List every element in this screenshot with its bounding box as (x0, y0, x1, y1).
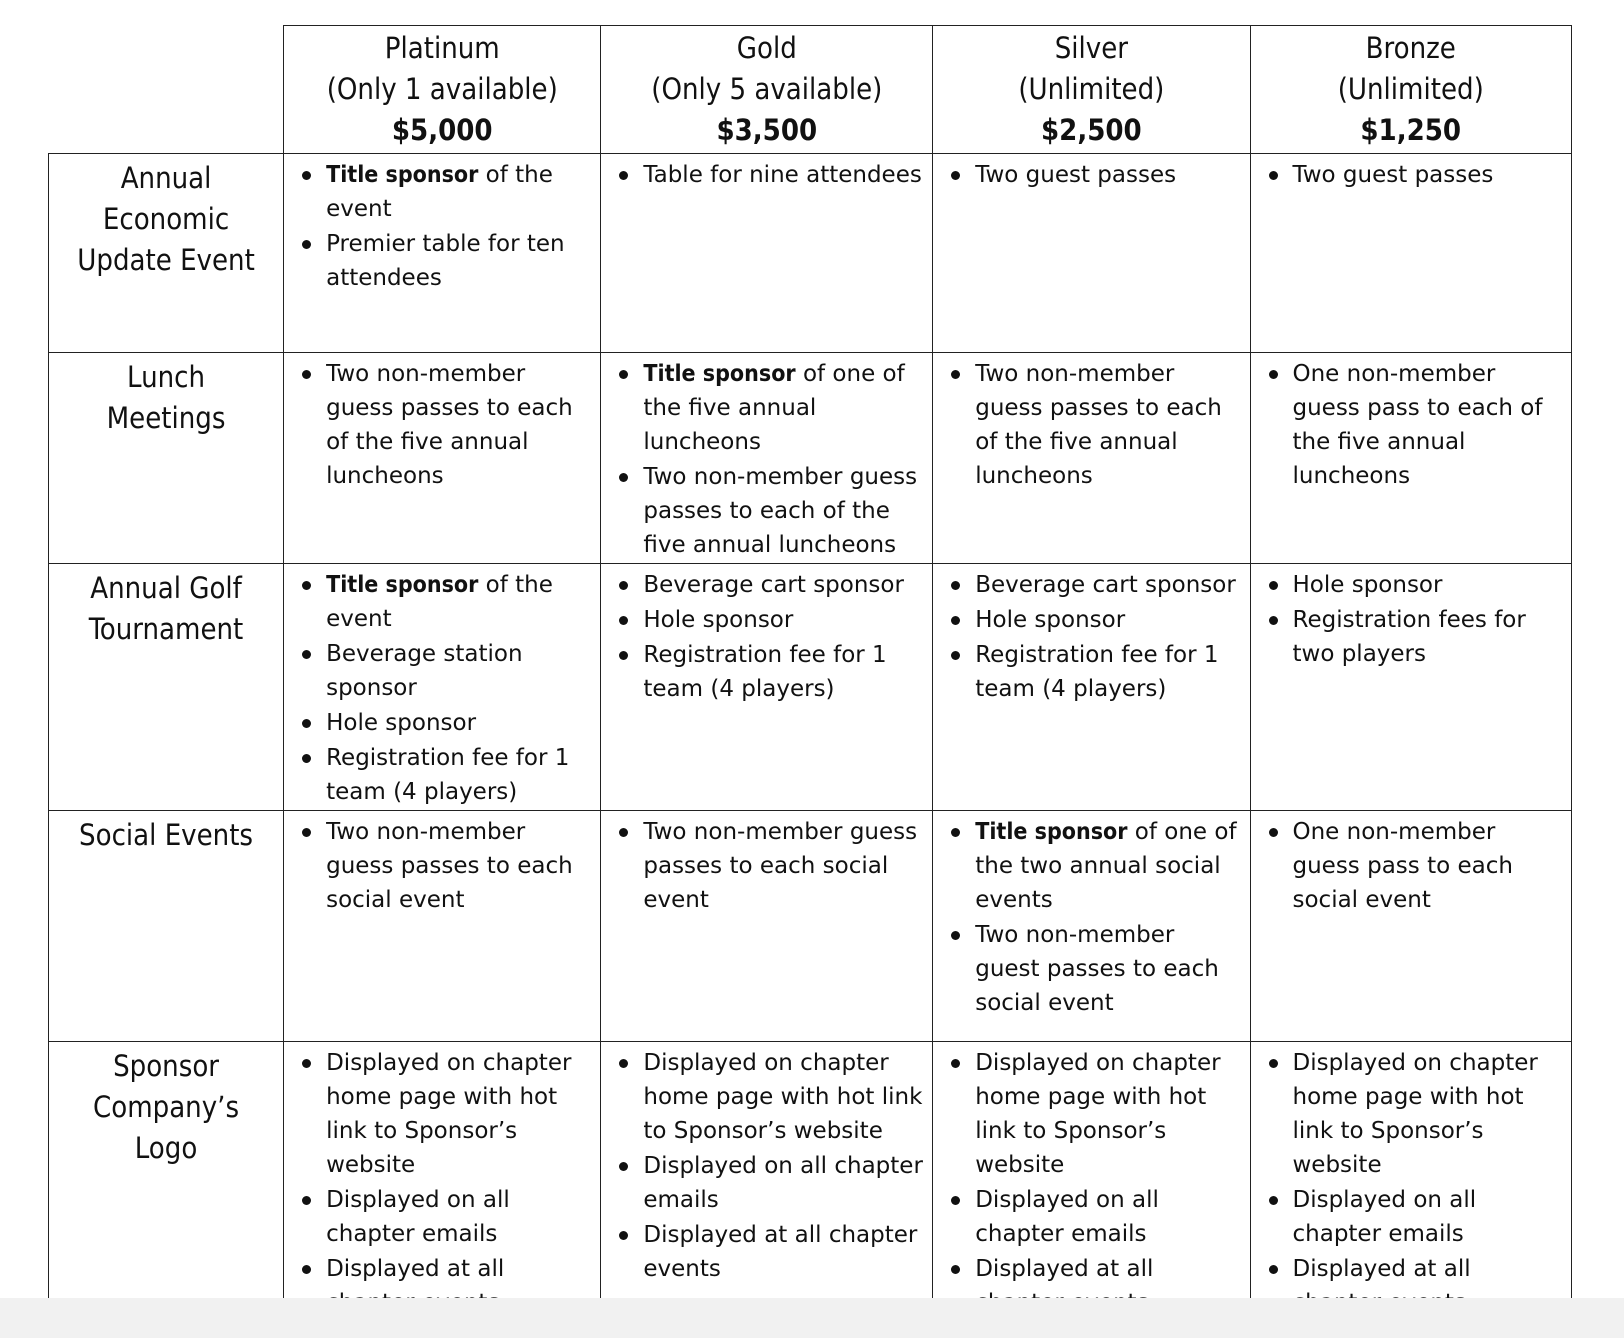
benefit-item-text: Displayed at all chapter events (643, 1222, 918, 1282)
benefit-cell-platinum (284, 353, 601, 564)
benefit-item-text: Displayed at all (1292, 1256, 1471, 1282)
benefit-row (49, 353, 1572, 564)
benefit-item (1265, 1046, 1566, 1182)
corner-cell (49, 26, 284, 154)
row-label-line: Lunch (127, 360, 206, 394)
benefit-item (1265, 1183, 1566, 1251)
benefit-cell-gold (601, 154, 933, 353)
row-label (49, 1042, 284, 1322)
benefit-cell-gold (601, 353, 933, 564)
row-label-line: Company’s (93, 1090, 240, 1124)
benefit-item (947, 568, 1243, 602)
benefit-item (615, 1149, 926, 1217)
benefit-list (615, 568, 926, 706)
benefit-list (615, 357, 926, 562)
benefit-item-text: Registration fee for 1 team (4 players) (975, 642, 1219, 702)
benefit-item-text: Two non-member guess passes to each of the five annual luncheons (326, 361, 573, 489)
benefit-item (298, 227, 594, 295)
benefit-cell-gold (601, 1042, 933, 1322)
tier-price: $5,000 (391, 113, 493, 147)
benefit-item (298, 741, 594, 809)
benefit-list (1265, 1046, 1566, 1320)
benefit-item (298, 637, 594, 705)
tier-price: $1,250 (1360, 113, 1462, 147)
benefit-item-text: Hole sponsor (1292, 572, 1443, 598)
tier-name: Platinum (384, 31, 500, 65)
benefit-list (947, 815, 1243, 1020)
benefit-list (615, 815, 926, 917)
row-label-line: Update Event (77, 243, 255, 277)
benefit-item (1265, 158, 1566, 192)
benefit-item-text: Registration fee for 1 team (4 players) (643, 642, 887, 702)
benefit-item (947, 158, 1243, 192)
benefit-item-text: Registration fee for 1 team (4 players) (326, 745, 570, 805)
benefit-item-text: Beverage cart sponsor (975, 572, 1236, 598)
benefit-item-text: Beverage cart sponsor (643, 572, 904, 598)
benefit-item (298, 1046, 594, 1182)
benefit-cell-gold (601, 811, 933, 1042)
tier-header-platinum (284, 26, 601, 154)
tier-price: $3,500 (716, 113, 818, 147)
benefit-item (947, 603, 1243, 637)
benefit-item (947, 1183, 1243, 1251)
benefit-row (49, 564, 1572, 811)
row-label-line: Economic (102, 202, 230, 236)
benefit-item-text: Two guest passes (975, 162, 1177, 188)
benefit-cell-silver (933, 1042, 1250, 1322)
benefit-item-text: Displayed on all chapter emails (326, 1187, 510, 1247)
benefit-item (615, 158, 926, 192)
benefit-list (1265, 815, 1566, 917)
benefit-item-highlight: Title sponsor (326, 572, 479, 598)
benefit-item-text: Two non-member guess passes to each of the five annual luncheons (643, 464, 918, 558)
benefit-item (1265, 603, 1566, 671)
tier-availability: (Unlimited) (1337, 72, 1484, 106)
benefit-item-text: Displayed on chapter home page with hot link to Sponsor’s website (643, 1050, 923, 1144)
benefit-item-text: Hole sponsor (326, 710, 477, 736)
benefit-list (947, 357, 1243, 493)
tier-name: Bronze (1365, 31, 1456, 65)
benefit-item (1265, 815, 1566, 917)
benefit-cell-silver (933, 811, 1250, 1042)
row-label (49, 564, 284, 811)
row-label-line: Meetings (106, 401, 226, 435)
tier-availability: (Only 5 available) (651, 72, 883, 106)
benefit-cell-gold (601, 564, 933, 811)
benefit-list (615, 158, 926, 192)
row-label-line: Tournament (88, 612, 244, 646)
tier-header-bronze (1250, 26, 1572, 154)
benefit-item (615, 357, 926, 459)
benefit-item-text: of the event (326, 162, 553, 222)
benefit-item (615, 460, 926, 562)
benefit-item (947, 638, 1243, 706)
row-label (49, 154, 284, 353)
benefit-cell-silver (933, 353, 1250, 564)
benefit-item (947, 918, 1243, 1020)
benefit-item-text: Displayed on all chapter emails (1292, 1187, 1477, 1247)
benefit-item-highlight: Title sponsor (975, 819, 1128, 845)
benefit-item (298, 568, 594, 636)
tier-header-gold (601, 26, 933, 154)
benefit-item (1265, 568, 1566, 602)
row-label-line: Sponsor (113, 1049, 219, 1083)
tier-price: $2,500 (1041, 113, 1142, 147)
row-label-line: Social Events (79, 818, 254, 852)
benefit-cell-silver (933, 154, 1250, 353)
benefit-item-text: One non-member guess pass to each social event (1292, 819, 1513, 913)
benefit-item-text: Displayed on chapter home page with hot link to Sponsor’s website (1292, 1050, 1538, 1178)
tier-name: Silver (1054, 31, 1128, 65)
benefit-item-text: Two non-member guess passes to each social event (326, 819, 573, 913)
benefit-item (615, 815, 926, 917)
row-label (49, 353, 284, 564)
benefit-cell-bronze (1250, 1042, 1572, 1322)
benefit-list (1265, 158, 1566, 192)
benefit-item (615, 1046, 926, 1148)
benefit-item-text: Hole sponsor (975, 607, 1126, 633)
benefit-cell-bronze (1250, 564, 1572, 811)
benefit-cell-platinum (284, 811, 601, 1042)
benefit-item (615, 1218, 926, 1286)
benefit-item-text: Registration fees for two players (1292, 607, 1526, 667)
benefit-list (947, 1046, 1243, 1320)
tier-name: Gold (736, 31, 797, 65)
benefit-cell-platinum (284, 564, 601, 811)
benefit-item (615, 638, 926, 706)
benefit-item (298, 1183, 594, 1251)
benefit-item (615, 568, 926, 602)
benefit-row (49, 154, 1572, 353)
benefit-cell-bronze (1250, 353, 1572, 564)
benefit-item (298, 357, 594, 493)
benefit-item-text: Displayed on all chapter emails (643, 1153, 923, 1213)
benefit-row (49, 811, 1572, 1042)
benefit-item-text: Hole sponsor (643, 607, 794, 633)
benefit-cell-platinum (284, 154, 601, 353)
benefit-item (298, 158, 594, 226)
benefit-list (298, 568, 594, 809)
benefit-list (1265, 357, 1566, 493)
benefit-item (298, 815, 594, 917)
benefit-list (298, 815, 594, 917)
tier-availability: (Unlimited) (1018, 72, 1165, 106)
benefit-item-text: Beverage station sponsor (326, 641, 523, 701)
benefit-cell-silver (933, 564, 1250, 811)
benefit-cell-platinum (284, 1042, 601, 1322)
benefit-item-text: Two non-member guest passes to each social event (975, 922, 1219, 1016)
benefit-item-highlight: Title sponsor (326, 162, 479, 188)
benefit-cell-bronze (1250, 811, 1572, 1042)
bottom-edge-strip (0, 1298, 1624, 1338)
benefit-list (298, 357, 594, 493)
benefit-item-text: Displayed on chapter home page with hot link to Sponsor’s website (326, 1050, 572, 1178)
benefit-cell-bronze (1250, 154, 1572, 353)
benefit-item-text: Displayed at all (975, 1256, 1154, 1282)
benefit-item (298, 706, 594, 740)
benefit-list (298, 1046, 594, 1320)
benefit-item-text: of the event (326, 572, 553, 632)
benefit-item-text: Two guest passes (1292, 162, 1494, 188)
benefit-list (947, 158, 1243, 192)
benefit-list (615, 1046, 926, 1286)
benefit-item-text: of one of the two annual social events (975, 819, 1237, 913)
benefit-item-text: Two non-member guess passes to each of the five annual luncheons (975, 361, 1222, 489)
benefit-item (1265, 357, 1566, 493)
benefit-item (947, 1046, 1243, 1182)
row-label-line: Annual (120, 161, 212, 195)
benefit-item-text: One non-member guess pass to each of the five annual luncheons (1292, 361, 1543, 489)
tier-header-row (49, 26, 1572, 154)
benefit-item-text: Displayed at all (326, 1256, 505, 1282)
row-label-line: Logo (134, 1131, 198, 1165)
row-label (49, 811, 284, 1042)
sponsorship-table (48, 25, 1572, 1322)
benefit-item-text: of one of the five annual luncheons (643, 361, 905, 455)
table-body (49, 154, 1572, 1322)
benefit-item-text: Two non-member guess passes to each social event (643, 819, 918, 913)
benefit-item-text: Displayed on all chapter emails (975, 1187, 1159, 1247)
benefit-list (947, 568, 1243, 706)
tier-availability: (Only 1 available) (326, 72, 558, 106)
benefit-item-text: Table for nine attendees (643, 162, 922, 188)
benefit-item (947, 815, 1243, 917)
benefit-list (1265, 568, 1566, 671)
tier-header-silver (933, 26, 1250, 154)
benefit-item-text: Premier table for ten attendees (326, 231, 565, 291)
row-label-line: Annual Golf (90, 571, 242, 605)
benefit-item (947, 357, 1243, 493)
benefit-item-highlight: Title sponsor (643, 361, 796, 387)
benefit-row (49, 1042, 1572, 1322)
benefit-list (298, 158, 594, 295)
benefit-item (615, 603, 926, 637)
benefit-item-text: Displayed on chapter home page with hot link to Sponsor’s website (975, 1050, 1221, 1178)
